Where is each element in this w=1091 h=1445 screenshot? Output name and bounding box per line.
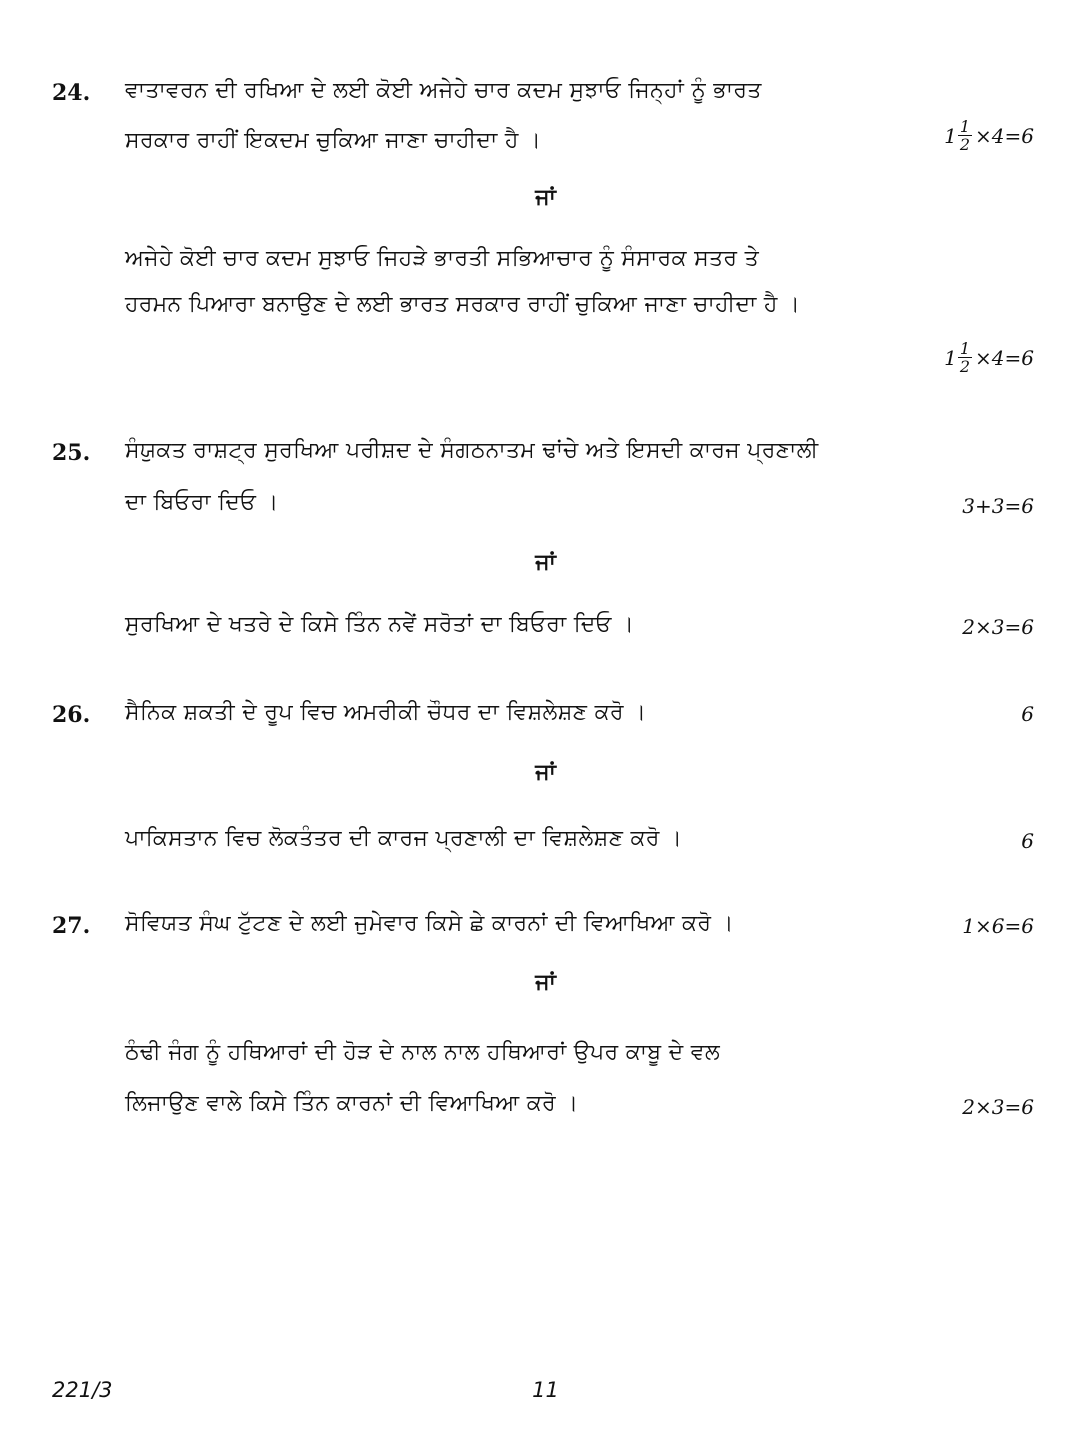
marks-whole: 1 — [944, 123, 957, 148]
or-separator: ਜਾਂ — [535, 760, 556, 785]
question-text: ਠੰਢੀ ਜੰਗ ਨੂੰ ਹਥਿਆਰਾਂ ਦੀ ਹੋੜ ਦੇ ਨਾਲ ਨਾਲ ਹਥਿਆਰਾਂ ਉਪਰ ਕਾਬੂ ਦੇ ਵਲ — [125, 1040, 721, 1065]
question-text: ਅਜੇਹੇ ਕੋਈ ਚਾਰ ਕਦਮ ਸੁਝਾਓ ਜਿਹੜੇ ਭਾਰਤੀ ਸਭਿਆਚਾਰ ਨੂੰ ਸੰਸਾਰਕ ਸਤਰ ਤੇ — [125, 246, 760, 271]
question-number: 27. — [52, 913, 91, 939]
marks-fraction — [958, 340, 972, 375]
question-number: 24. — [52, 80, 91, 106]
marks: 2×3=6 — [962, 615, 1034, 639]
marks: 6 — [1021, 829, 1034, 853]
question-text: ਸੰਯੁਕਤ ਰਾਸ਼ਟ੍ਰ ਸੁਰਖਿਆ ਪਰੀਸ਼ਦ ਦੇ ਸੰਗਠਨਾਤਮ ਢਾਂਚੇ ਅਤੇ ਇਸਦੀ ਕਾਰਜ ਪ੍ਰਣਾਲੀ — [125, 438, 819, 463]
marks — [944, 118, 1034, 153]
question-text: ਸੁਰਖਿਆ ਦੇ ਖਤਰੇ ਦੇ ਕਿਸੇ ਤਿੰਨ ਨਵੇਂ ਸਰੋਤਾਂ ਦਾ ਬਿਓਰਾ ਦਿਓ । — [125, 612, 635, 637]
or-separator: ਜਾਂ — [535, 970, 556, 995]
marks: 2×3=6 — [962, 1095, 1034, 1119]
fraction-numerator: 1 — [959, 117, 971, 136]
or-separator: ਜਾਂ — [535, 185, 556, 210]
question-text: ਵਾਤਾਵਰਨ ਦੀ ਰਖਿਆ ਦੇ ਲਈ ਕੋਈ ਅਜੇਹੇ ਚਾਰ ਕਦਮ ਸੁਝਾਓ ਜਿਨ੍ਹਾਂ ਨੂੰ ਭਾਰਤ — [125, 78, 762, 103]
marks — [944, 340, 1034, 375]
fraction-denominator: 2 — [959, 357, 971, 376]
question-number: 25. — [52, 440, 91, 466]
fraction-numerator: 1 — [959, 339, 971, 358]
marks: 1×6=6 — [962, 914, 1034, 938]
marks-rest: ×4=6 — [975, 345, 1034, 370]
question-text: ਸਰਕਾਰ ਰਾਹੀਂ ਇਕਦਮ ਚੁਕਿਆ ਜਾਣਾ ਚਾਹੀਦਾ ਹੈ । — [125, 128, 542, 153]
question-number: 26. — [52, 702, 91, 728]
marks: 6 — [1021, 702, 1034, 726]
marks-fraction — [958, 118, 972, 153]
question-text: ਪਾਕਿਸਤਾਨ ਵਿਚ ਲੋਕਤੰਤਰ ਦੀ ਕਾਰਜ ਪ੍ਰਣਾਲੀ ਦਾ ਵਿਸ਼ਲੇਸ਼ਣ ਕਰੋ । — [125, 826, 683, 851]
fraction-denominator: 2 — [959, 135, 971, 154]
marks-whole: 1 — [944, 345, 957, 370]
question-text: ਸੋਵਿਯਤ ਸੰਘ ਟੁੱਟਣ ਦੇ ਲਈ ਜੁਮੇਵਾਰ ਕਿਸੇ ਛੇ ਕਾਰਨਾਂ ਦੀ ਵਿਆਖਿਆ ਕਰੋ । — [125, 911, 734, 936]
paper-code: 221/3 — [52, 1378, 113, 1402]
question-text: ਲਿਜਾਉਣ ਵਾਲੇ ਕਿਸੇ ਤਿੰਨ ਕਾਰਨਾਂ ਦੀ ਵਿਆਖਿਆ ਕਰੋ । — [125, 1091, 579, 1116]
page-number: 11 — [532, 1378, 559, 1402]
or-separator: ਜਾਂ — [535, 550, 556, 575]
marks: 3+3=6 — [962, 494, 1034, 518]
question-text: ਹਰਮਨ ਪਿਆਰਾ ਬਨਾਉਣ ਦੇ ਲਈ ਭਾਰਤ ਸਰਕਾਰ ਰਾਹੀਂ ਚੁਕਿਆ ਜਾਣਾ ਚਾਹੀਦਾ ਹੈ । — [125, 292, 801, 317]
question-text: ਦਾ ਬਿਓਰਾ ਦਿਓ । — [125, 490, 279, 515]
marks-rest: ×4=6 — [975, 123, 1034, 148]
question-text: ਸੈਨਿਕ ਸ਼ਕਤੀ ਦੇ ਰੂਪ ਵਿਚ ਅਮਰੀਕੀ ਚੌਧਰ ਦਾ ਵਿਸ਼ਲੇਸ਼ਣ ਕਰੋ । — [125, 700, 647, 725]
